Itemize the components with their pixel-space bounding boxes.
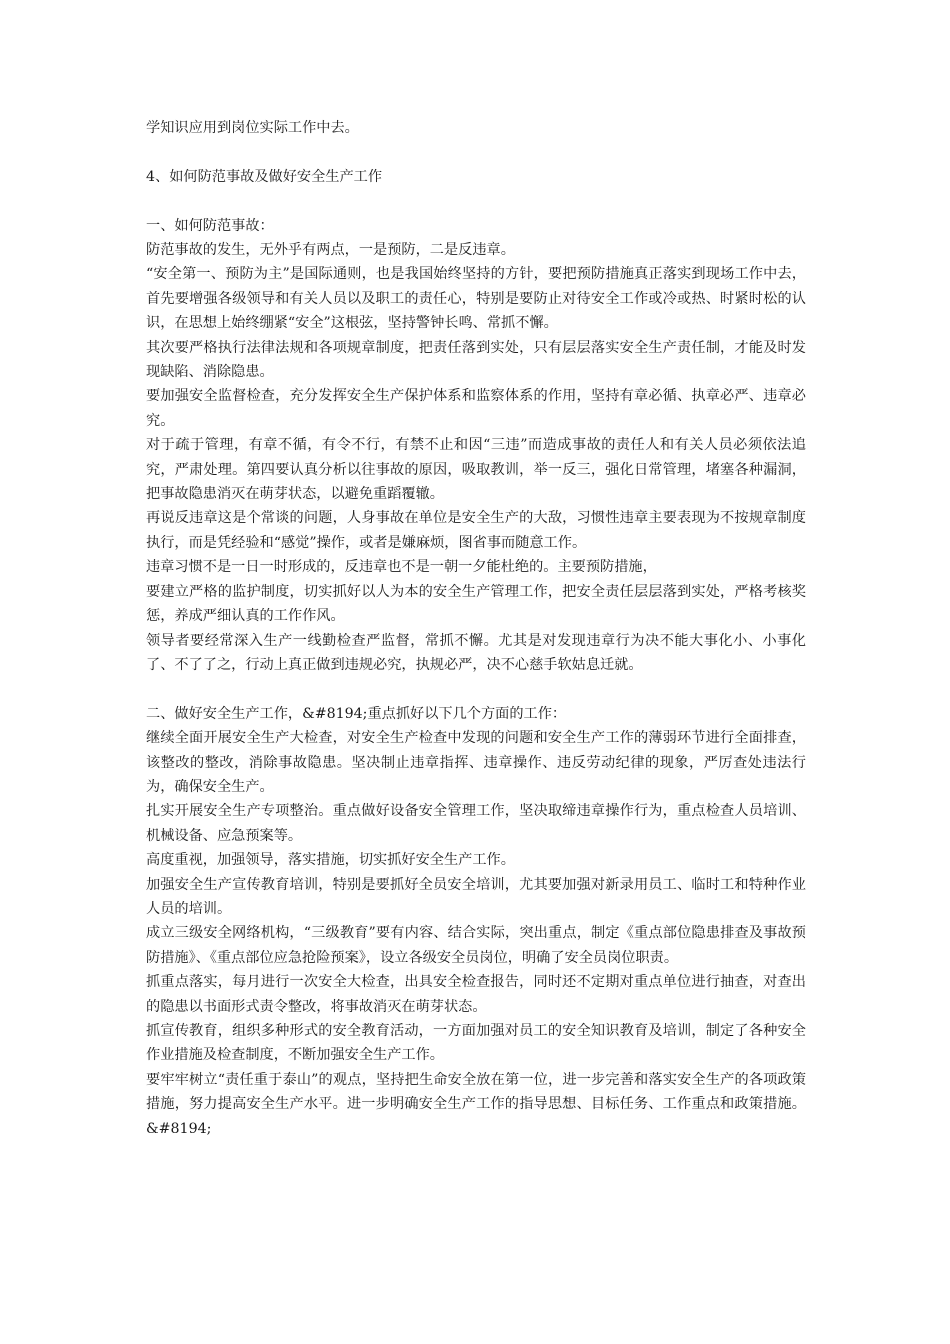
paragraph: 抓宣传教育，组织多种形式的安全教育活动，一方面加强对员工的安全知识教育及培训，制定了各种安全作业措施及检查制度，不断加强安全生产工作。 [146, 1022, 806, 1064]
paragraph: 再说反违章这是个常谈的问题，人身事故在单位是安全生产的大敌，习惯性违章主要表现为不按规章制度执行，而是凭经验和“感觉”操作，或者是嫌麻烦，图省事而随意工作。 [146, 510, 806, 551]
intro-tail-paragraph: 学知识应用到岗位实际工作中去。 [146, 120, 359, 136]
paragraph: 要牢牢树立“责任重于泰山”的观点，坚持把生命安全放在第一位，进一步完善和落实安全生产的各项政策措施，努力提高安全生产水平。进一步明确安全生产工作的指导思想、目标任务、工作重点和政策措施。&#8194; [146, 1071, 806, 1137]
paragraph: 其次要严格执行法律法规和各项规章制度，把责任落到实处，只有层层落实安全生产责任制，才能及时发现缺陷、消除隐患。 [146, 339, 806, 381]
paragraph: 加强安全生产宣传教育培训，特别是要抓好全员安全培训，尤其要加强对新录用员工、临时工和特种作业人员的培训。 [146, 876, 806, 917]
paragraph: 高度重视，加强领导，落实措施，切实抓好安全生产工作。 [146, 852, 515, 869]
section-heading: 4、如何防范事故及做好安全生产工作 [146, 168, 383, 185]
spacer [146, 189, 806, 213]
paragraph: 要建立严格的监护制度，切实抓好以人为本的安全生产管理工作，把安全责任层层落到实处，严格考核奖惩，养成严细认真的工作作风。 [146, 583, 806, 625]
paragraph: 防范事故的发生，无外乎有两点，一是预防，二是反违章。 [146, 242, 515, 258]
document-body [146, 116, 806, 1141]
paragraph: 成立三级安全网络机构，“三级教育”要有内容、结合实际，突出重点，制定《重点部位隐患排查及事故预防措施》、《重点部位应急抢险预案》，设立各级安全员岗位，明确了安全员岗位职责。 [146, 925, 806, 966]
spacer [146, 140, 806, 164]
paragraph: 对于疏于管理，有章不循，有令不行，有禁不止和因“三违”而造成事故的责任人和有关人员必须依法追究，严肃处理。第四要认真分析以往事故的原因，吸取教训，举一反三，强化日常管理，堵塞各种漏洞，把事故隐患消灭在萌芽状态，以避免重蹈覆辙。 [146, 437, 806, 503]
paragraph: 领导者要经常深入生产一线勤检查严监督，常抓不懈。尤其是对发现违章行为决不能大事化小、小事化了、不了了之，行动上真正做到违规必究，执规必严，决不心慈手软姑息迁就。 [146, 632, 806, 673]
spacer [146, 677, 806, 701]
paragraph: 违章习惯不是一日一时形成的，反违章也不是一朝一夕能杜绝的。主要预防措施， [146, 559, 657, 576]
paragraph: 抓重点落实，每月进行一次安全大检查，出具安全检查报告，同时还不定期对重点单位进行抽查，对查出的隐患以书面形式责令整改，将事故消灭在萌芽状态。 [146, 974, 806, 1015]
paragraph: 扎实开展安全生产专项整治。重点做好设备安全管理工作，坚决取缔违章操作行为，重点检查人员培训、机械设备、应急预案等。 [146, 803, 806, 844]
paragraph: 要加强安全监督检查，充分发挥安全生产保护体系和监察体系的作用，坚持有章必循、执章必严、违章必究。 [146, 388, 806, 429]
subsection-title: 二、做好安全生产工作，&#8194;重点抓好以下几个方面的工作： [146, 705, 567, 722]
paragraph: 继续全面开展安全生产大检查，对安全生产检查中发现的问题和安全生产工作的薄弱环节进行全面排查，该整改的整改，消除事故隐患。坚决制止违章指挥、违章操作、违反劳动纪律的现象，严厉查处违法行为，确保安全生产。 [146, 730, 806, 795]
subsection-title: 一、如何防范事故： [146, 217, 274, 234]
paragraph: “安全第一、预防为主”是国际通则，也是我国始终坚持的方针，要把预防措施真正落实到现场工作中去，首先要增强各级领导和有关人员以及职工的责任心，特别是要防止对待安全工作或冷或热、时紧时松的认识，在思想上始终绷紧“安全”这根弦，坚持警钟长鸣、常抓不懈。 [146, 266, 806, 332]
